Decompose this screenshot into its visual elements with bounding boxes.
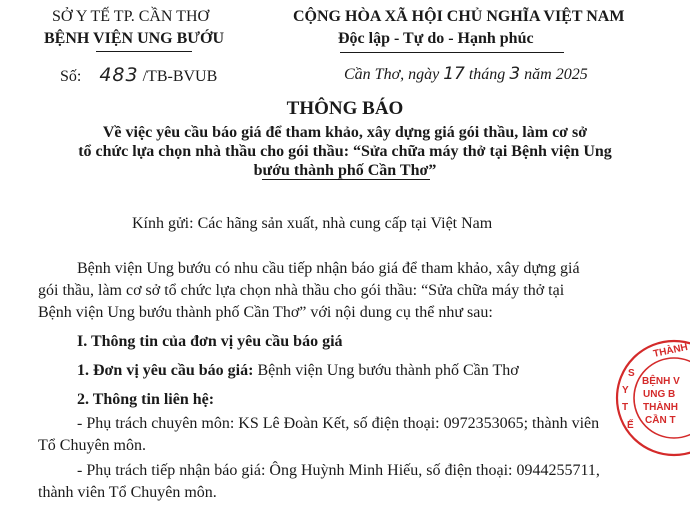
notice-subject-line-1: Về việc yêu cầu báo giá để tham khảo, xây dựng giá gói thầu, làm cơ sở <box>102 124 588 141</box>
intro-line-1: Bệnh viện Ung bướu có nhu cầu tiếp nhận báo giá để tham khảo, xây dựng giá <box>77 260 580 277</box>
date-month-label: tháng <box>468 66 506 83</box>
agency-name: SỞ Y TẾ TP. CẦN THƠ <box>52 8 210 25</box>
stamp-letter-s: S <box>628 368 635 379</box>
stamp-ring-text: THÀNH <box>652 341 689 360</box>
stamp-letter-t: T <box>622 402 629 413</box>
national-motto: Độc lập - Tự do - Hạnh phúc <box>338 30 534 47</box>
national-title: CỘNG HÒA XÃ HỘI CHỦ NGHĨA VIỆT NAM <box>293 8 625 25</box>
notice-subject-line-2: tổ chức lựa chọn nhà thầu cho gói thầu: “Sửa chữa máy thở tại Bệnh viện Ung <box>78 143 612 160</box>
date-month: 3 <box>509 64 521 84</box>
motto-underline <box>340 52 564 53</box>
contact-1-line-2: Tổ Chuyên môn. <box>38 437 146 454</box>
notice-title: THÔNG BÁO <box>286 98 404 119</box>
stamp-center-line-1: BỆNH V <box>642 376 680 387</box>
contact-1-line-1: - Phụ trách chuyên môn: KS Lê Đoàn Kết, số điện thoại: 0972353065; thành viên <box>77 415 600 432</box>
date-day: 17 <box>443 64 465 84</box>
intro-line-3: Bệnh viện Ung bướu thành phố Cần Thơ” với nội dung cụ thể như sau: <box>38 304 493 321</box>
contact-2-line-2: thành viên Tổ Chuyên môn. <box>38 484 217 501</box>
date-place: Cần Thơ, ngày <box>344 66 440 83</box>
section-1-heading: I. Thông tin của đơn vị yêu cầu báo giá <box>77 333 343 350</box>
notice-subject-line-3: bướu thành phố Cần Thơ” <box>253 162 437 179</box>
item-1-label: 1. Đơn vị yêu cầu báo giá: <box>77 362 254 379</box>
date-year: năm 2025 <box>524 66 588 83</box>
doc-number-prefix: Số: <box>60 68 82 85</box>
hospital-name: BỆNH VIỆN UNG BƯỚU <box>44 30 225 47</box>
item-1 <box>77 362 519 380</box>
hospital-underline <box>96 51 192 52</box>
stamp-center-line-3: THÀNH <box>643 402 678 413</box>
stamp-center-line-4: CẦN T <box>645 415 676 426</box>
document-number <box>60 64 217 86</box>
item-2-label: 2. Thông tin liên hệ: <box>77 391 215 408</box>
stamp-letter-e: Ế <box>627 420 634 431</box>
contact-2-line-1: - Phụ trách tiếp nhận báo giá: Ông Huỳnh Minh Hiếu, số điện thoại: 0944255711, <box>77 462 600 479</box>
date-line <box>344 64 588 84</box>
red-seal-stamp <box>614 338 690 458</box>
intro-line-2: gói thầu, làm cơ sở tổ chức lựa chọn nhà thầu cho gói thầu: “Sửa chữa máy thở tại <box>38 282 565 299</box>
item-1-value: Bệnh viện Ung bướu thành phố Cần Thơ <box>253 362 519 379</box>
stamp-letter-y: Y <box>622 385 629 396</box>
stamp-center-line-2: UNG B <box>643 389 676 400</box>
salutation: Kính gửi: Các hãng sản xuất, nhà cung cấp tại Việt Nam <box>132 215 493 232</box>
subject-underline <box>262 179 430 180</box>
doc-number-handwritten: 483 <box>99 64 139 86</box>
doc-number-suffix: /TB-BVUB <box>142 68 218 85</box>
